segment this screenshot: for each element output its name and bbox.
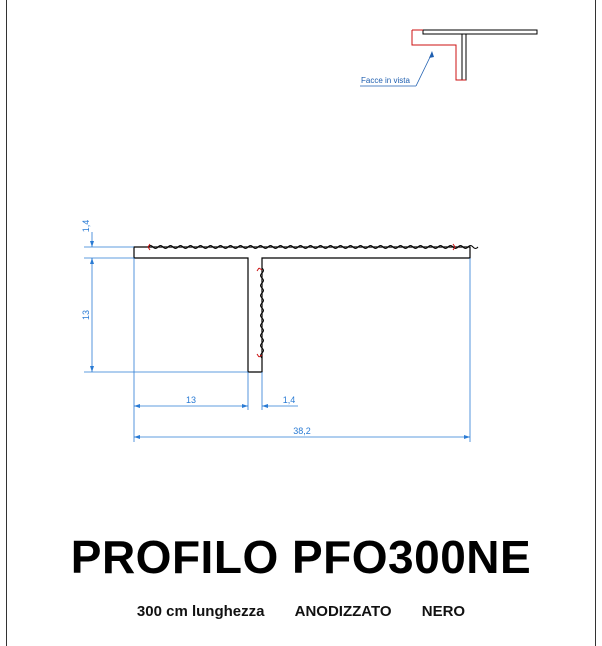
callout-leader <box>416 53 432 86</box>
dim-flange-thickness-label: 1,4 <box>81 219 91 233</box>
arrow-total-a <box>134 435 140 439</box>
dim-left-width-label: 13 <box>185 395 197 405</box>
arrow-flange-b <box>90 258 94 264</box>
product-title: PROFILO PFO300NE <box>70 531 532 583</box>
dim-stem-height-label: 13 <box>81 309 91 321</box>
reference-stem <box>462 34 466 80</box>
product-specs <box>0 603 602 620</box>
reference-flange <box>423 30 537 34</box>
serrated-top-surface <box>148 246 478 249</box>
profile-outline <box>134 247 470 372</box>
dim-stem-thickness-label: 1,4 <box>282 395 296 405</box>
arrow-stem-bottom <box>90 366 94 372</box>
spec-color: NERO <box>421 603 466 620</box>
spec-length: 300 cm lunghezza <box>136 603 265 620</box>
arrow-left-width-a <box>134 404 140 408</box>
callout <box>360 51 434 86</box>
arrow-stem-thickness <box>262 404 268 408</box>
dimension-lines <box>84 232 470 442</box>
callout-label: Facce in vista <box>361 76 410 85</box>
callout-arrowhead <box>429 51 434 58</box>
visible-face-mark-stem-top <box>257 268 262 271</box>
arrow-flange-a <box>90 241 94 247</box>
spec-finish: ANODIZZATO <box>294 603 392 620</box>
arrow-left-width-b <box>242 404 248 408</box>
t-profile <box>134 244 478 372</box>
arrow-total-b <box>464 435 470 439</box>
dim-total-width-label: 38,2 <box>293 426 311 436</box>
reference-visible-face-outline <box>412 30 466 80</box>
dimension-arrows <box>90 241 470 439</box>
